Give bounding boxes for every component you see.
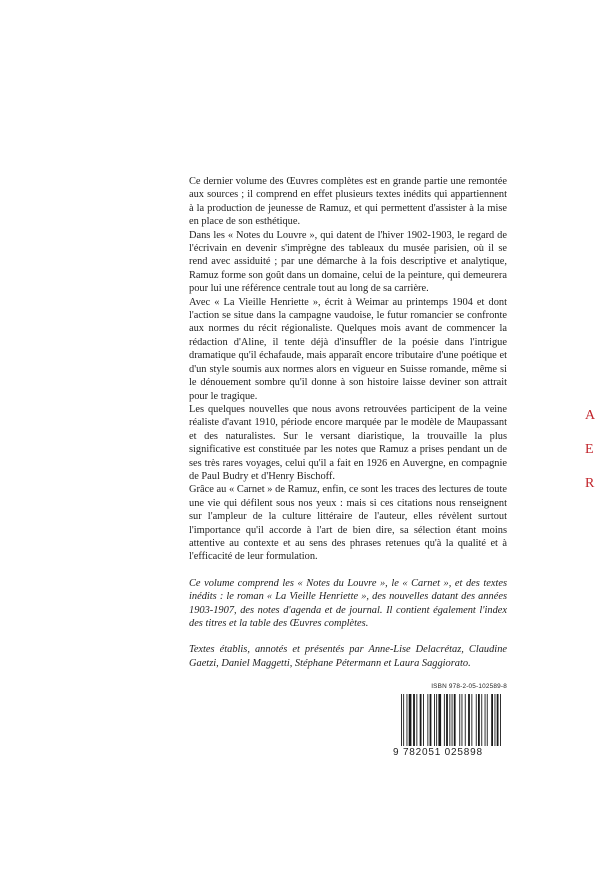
spine-letter-3: R bbox=[585, 476, 595, 491]
isbn-label: ISBN 978-2-05-102589-8 bbox=[431, 683, 507, 690]
henriette-paragraph: Avec « La Vieille Henriette », écrit à Weimar au printemps 1904 et dont l'action se situe dans la campagne vaudoise, le futur romancier se confronte aux normes du récit régionaliste. Quelques mois avant de commencer la rédaction d'Aline, il tente déjà d'insuffler de la poésie dans l'intrigue dramatique qu'il échafaude, mais apparaît encore tributaire d'une poétique et d'un style soumis aux normes alors en vigueur en Suisse romande, même si le dénouement sombre qu'il donne à son histoire laisse deviner son attrait pour le tragique. bbox=[189, 296, 507, 402]
contents-summary: Ce volume comprend les « Notes du Louvre », le « Carnet », et des textes inédits : le roman « La Vieille Henriette », des nouvelles datant des années 1903-1907, des notes d'agenda et de journal. Il contient également l'index des titres et la table des Œuvres complètes. bbox=[189, 577, 507, 629]
barcode-icon bbox=[401, 694, 503, 746]
barcode-digits: 9 782051 025898 bbox=[393, 747, 483, 758]
louvre-paragraph: Dans les « Notes du Louvre », qui datent de l'hiver 1902-1903, le regard de l'écrivain en devenir s'imprègne des tableaux du musée parisien, où il se rend avec assiduité ; par une démarche à la fois descriptive et analytique, Ramuz forme son goût dans un domaine, celui de la peinture, qui demeurera pour lui une référence centrale tout au long de sa carrière. bbox=[189, 229, 507, 295]
carnet-paragraph: Grâce au « Carnet » de Ramuz, enfin, ce sont les traces des lectures de toute une vie qui défilent sous nos yeux : mais si ces citations nous renseignent sur l'ampleur de la culture littéraire de l'auteur, elles révèlent surtout l'importance qu'il accorde à l'art de bien dire, sa sélection étant moins attentive au contexte et au sens des phrases retenues qu'à la qualité et à l'efficacité de leur formulation. bbox=[189, 484, 507, 563]
spine-letter-2: E bbox=[585, 442, 594, 457]
editors-credit: Textes établis, annotés et présentés par Anne-Lise Delacrétaz, Claudine Gaetzi, Daniel Maggetti, Stéphane Pétermann et Laura Saggiorato. bbox=[189, 644, 507, 669]
barcode-block bbox=[393, 683, 507, 761]
intro-paragraph: Ce dernier volume des Œuvres complètes est en grande partie une remontée aux sources ; il comprend en effet plusieurs textes inédits qui appartiennent à la production de jeunesse de Ramuz, et qui permettent d'assister à la mise en place de son esthétique. bbox=[189, 176, 507, 228]
nouvelles-paragraph: Les quelques nouvelles que nous avons retrouvées participent de la veine réaliste d'avant 1910, période encore marquée par le modèle de Maupassant et des naturalistes. Sur le versant diaristique, la trouvaille la plus significative est constituée par les notes que Ramuz a prises pendant un de ses très rares voyages, celui qu'il a fait en 1926 en Auvergne, en compagnie de Paul Budry et d'Henry Bischoff. bbox=[189, 403, 507, 482]
back-cover-text bbox=[189, 175, 507, 670]
spine-letter-1: A bbox=[585, 408, 596, 423]
